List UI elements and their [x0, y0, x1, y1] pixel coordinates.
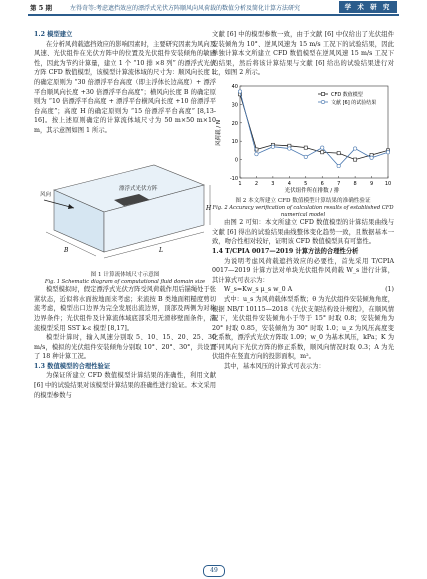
x-tick-label: 2 [254, 180, 259, 187]
data-point [353, 147, 356, 150]
legend-entry: CFD 数值模型 [331, 91, 363, 98]
y-tick-label: -10 [229, 175, 238, 182]
data-point [386, 151, 389, 154]
data-point [321, 146, 324, 149]
section-heading-1-2: 1.2 模型建立 [34, 31, 73, 38]
paragraph: 为说明考虑风荷载遮挡效应的必要性，首先采用 T/CPIA 0017—2019 计算方法对单块光伏组件风荷载 W_s 进行计算，其计算式可表示为： [212, 257, 394, 284]
dim-L-label: L [159, 246, 163, 254]
paragraph: 式中：u_s 为风荷载体型系数；θ 为光伏组件安装倾角角度，根据 NB/T 10115—2018《光伏支架结构设计规程》，在顺风情况下，光伏组件安装倾角小于等于 15° 时取 0.8；安装倾角为 20° 时取 0.85，安装倾角为 30° 时取 1.0；u_z 为风压高度变化系数，漂浮式光伏方阵取 1.09；w_0 为基本风压，kPa；K 为不同风向下光伏方阵的修正系数，顺风向情况时取 0.3；A 为光伏组件在竖直方向的投影面积，m²。 [212, 295, 394, 361]
data-point [271, 145, 274, 148]
legend-entry: 文献 [6] 的试验结果 [331, 99, 377, 106]
paragraph: 为保证所建立 CFD 数值模型计算结果的准确性，利用文献 [6] 中的试验结果对该模型计算结果的准确性进行验证。本文采用的模型参数与 [34, 372, 216, 399]
equation-1 [212, 285, 394, 295]
page-number: 49 [203, 565, 225, 577]
y-tick-label: 30 [231, 102, 238, 109]
paragraph: 模型模拟时，假定漂浮式光伏方阵受风荷载作用后锚绳处于张紧状态，近似将水面按地面来考虑；来流按 B 类地面粗糙度剪切流考虑，模型出口边界为完全发展出流边界，顶部及两侧为对称边界条件；光伏组件及计算流体域底部采用无滑移壁面条件，湍流模型采用 SST k-ε 模型 [8,17]。 [34, 286, 217, 332]
legend-marker [321, 100, 324, 103]
figure-1-caption-cn: 图 1 计算流体域尺寸示意图 [90, 271, 160, 278]
column-tag: 学 术 研 究 [339, 1, 397, 13]
data-point [304, 146, 307, 149]
left-column [34, 30, 216, 400]
data-point [354, 158, 357, 161]
paragraph: 文献 [6] 中的模型参数一致，由于文献 [6] 中仅给出了光伏组件安装倾角为 10°、逆风风速为 15 m/s 工况下的试验结果，因此单独计算本文所建立 CFD 数值模型在逆风风速 15 m/s 工况下的结果，然后将该计算结果与文献 [6] 给出的试验结果进行对比，如图 2 所示。 [212, 31, 394, 77]
right-column [212, 30, 394, 372]
wind-label: 风向 [40, 191, 52, 198]
y-tick-label: 20 [231, 120, 238, 127]
array-label: 漂浮式光伏方阵 [119, 185, 158, 192]
data-point [321, 151, 324, 154]
section-heading-1-4: 1.4 T/CPIA 0017—2019 计算方法的合理性分析 [212, 247, 359, 255]
y-tick-label: 40 [231, 83, 238, 90]
y-tick-label: 10 [231, 139, 238, 146]
data-point [255, 152, 258, 155]
section-heading-1-3: 1.3 数值模型的合理性验证 [34, 362, 111, 370]
x-tick-label: 8 [353, 180, 357, 187]
x-tick-label: 7 [337, 180, 341, 187]
data-point [288, 147, 291, 150]
figure-2-caption-en: Fig. 2 Accuracy verification of calculation results of established CFD numerical model [212, 204, 394, 218]
legend-marker [321, 92, 324, 95]
x-axis-label: 光伏组件所在排数 / 排 [284, 187, 340, 194]
x-tick-label: 6 [320, 180, 324, 187]
validation-line-chart [212, 78, 394, 196]
equation-number: (1) [385, 286, 394, 294]
paragraph: 在分析风荷载遮挡效应的影响因素时，主要研究因素为风向及风速、光伏组件在光伏方阵中的位置及光伏组件安装倾角的敏感性，因此为节约计算量，建立 1 个 “10 排 ×8 列” 的漂浮式光伏方阵 CFD 数值模型，该模型计算流体域的尺寸为：顺风向长度 L 的确定原则为 “30 倍漂浮平台高度（即主浮体长边高度）+ 漂浮平台顺风向长度 +30 倍漂浮平台高度”；横风向长度 B 的确定原则为 “10 倍漂浮平台高度 + 漂浮平台横风向长度 +10 倍漂浮平台高度”；高度 H 的确定原则为 “15 倍漂浮平台高度” [8,13-16]。按上述原则确定的计算流体域尺寸为 50 m×50 m×10 m，其示意图如图 1 所示。 [34, 40, 217, 134]
x-tick-label: 3 [271, 180, 275, 187]
paragraph: 其中，基本风压的计算式可表示为： [224, 363, 325, 371]
data-point [337, 152, 340, 155]
x-tick-label: 5 [304, 180, 308, 187]
figure-2-caption-cn: 图 2 本文所建立 CFD 数值模型计算结果的准确性验证 [235, 197, 371, 204]
dim-B-label: B [64, 246, 69, 254]
data-point [238, 90, 241, 93]
header-rule [28, 14, 399, 16]
figure-1 [34, 140, 214, 270]
data-point [370, 156, 373, 159]
data-point [337, 164, 340, 167]
paragraph: 由图 2 可知：本文所建立 CFD 数值模型的计算结果曲线与文献 [6] 得出的试验结果曲线整体变化趋势一致，且数据基本一致，吻合性相对较好，证明该 CFD 数值模型具有可靠性。 [212, 219, 394, 246]
dim-H-label: H [206, 204, 212, 212]
x-tick-label: 1 [238, 180, 242, 187]
running-title: 左得奇等:考虑遮挡效应的漂浮式光伏方阵顺风向风荷载的数值分析及简化计算方法研究 [70, 5, 301, 12]
domain-diagram [34, 140, 214, 270]
figure-2 [212, 78, 394, 196]
equation-body: W_s=Kw_s μ_s w_0 A [224, 286, 293, 294]
x-tick-label: 10 [384, 180, 392, 187]
running-header [0, 0, 427, 20]
y-axis-label: 风荷载 / N [216, 119, 222, 146]
issue-number: 第 5 期 [30, 4, 53, 12]
data-point [304, 155, 307, 158]
y-tick-label: 0 [234, 157, 238, 164]
figure-1-caption-en: Fig. 1 Schematic diagram of computational fluid domain size [44, 278, 206, 285]
paragraph: 模型计算时，输入风速分别取 5、10、15、20、25、30 m/s，模拟的光伏组件安装倾角分别取 10°、20°、30°，共设置了 18 种计算工况。 [34, 334, 216, 361]
x-tick-label: 4 [287, 180, 291, 187]
x-tick-label: 9 [369, 180, 374, 187]
